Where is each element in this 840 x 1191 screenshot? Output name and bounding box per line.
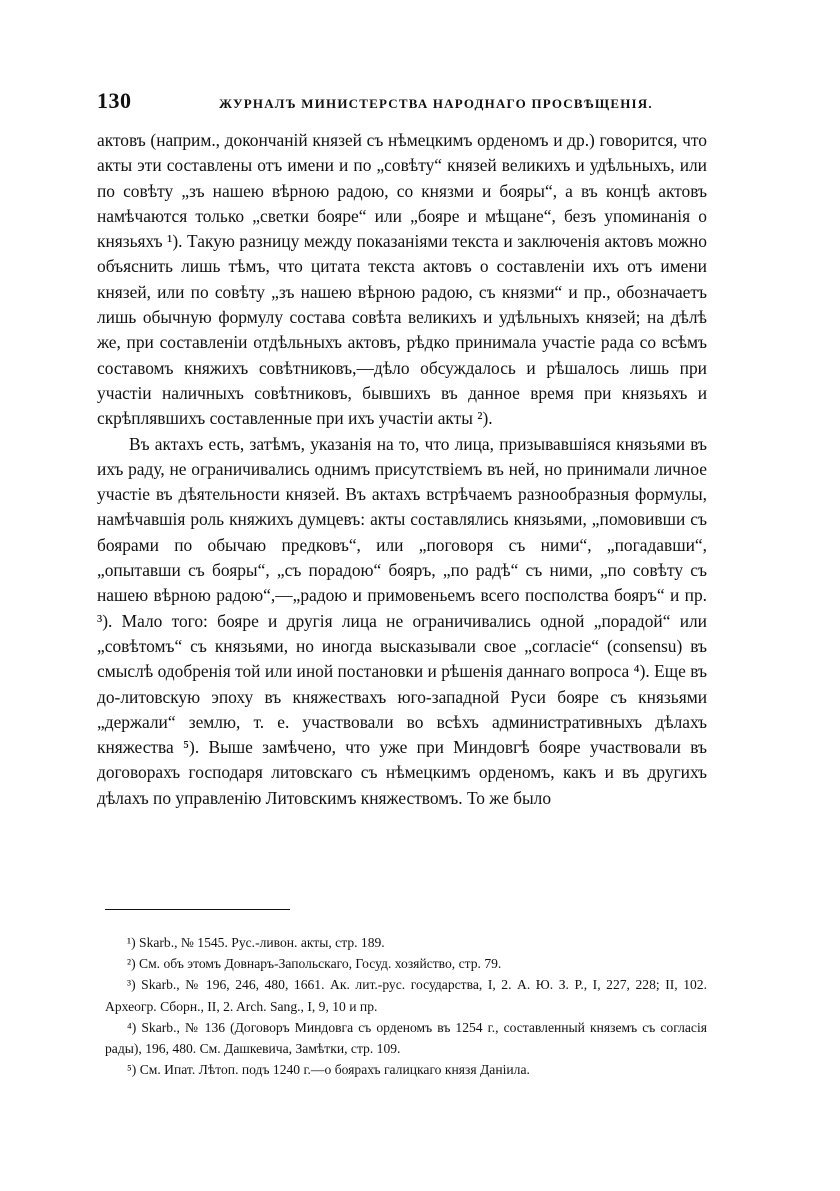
footnote: [105, 1017, 707, 1059]
page-number: 130: [97, 88, 132, 113]
body-text: [97, 128, 707, 811]
footnote-divider: [105, 909, 290, 910]
footnote: [105, 1059, 707, 1080]
footnote: [105, 974, 707, 1016]
paragraph: актовъ (наприм., докончаній князей съ нѣмецкимъ орденомъ и др.) говорится, что акты эти составлены отъ имени и по „совѣту“ князей великихъ и удѣльныхъ, или по совѣту „зъ нашею вѣрною радою, со князми и бояры“, а въ концѣ актовъ намѣчаются только „светки бояре“ или „бояре и мѣщане“, безъ упоминанія о князьяхъ ¹). Такую разницу между показаніями текста и заключенія актовъ можно объяснить лишь тѣмъ, что цитата текста актовъ о составленіи ихъ отъ имени князей, или по совѣту „зъ нашею вѣрною радою, съ князми“ и пр., обозначаетъ лишь обычную формулу состава совѣта великихъ и удѣльныхъ князей; на дѣлѣ же, при составленіи отдѣльныхъ актовъ, рѣдко принимала участіе рада со всѣмъ составомъ княжихъ совѣтниковъ,—дѣло обсуждалось и рѣшалось лишь при участіи наличныхъ совѣтниковъ, бывшихъ въ данное время при князьяхъ и скрѣплявшихъ составленные при ихъ участіи акты ²).: [97, 130, 707, 429]
footnote-mark: ³): [127, 977, 136, 993]
footnote-text: См. Ипат. Лѣтоп. подъ 1240 г.—о боярахъ галицкаго князя Даніила.: [139, 1062, 530, 1078]
footnote-text: См. объ этомъ Довнаръ-Запольскаго, Госуд. хозяйство, стр. 79.: [139, 956, 502, 972]
footnote-text: Skarb., № 136 (Договоръ Миндовга съ орденомъ въ 1254 г., составленный княземъ съ согласія рады), 196, 480. См. Дашкевича, Замѣтки, стр. 109.: [105, 1019, 707, 1057]
footnote-text: Skarb., № 1545. Рус.-ливон. акты, стр. 189.: [139, 935, 385, 950]
footnote: [105, 932, 707, 953]
journal-title: ЖУРНАЛЪ МИНИСТЕРСТВА НАРОДНАГО ПРОСВѢЩЕНІЯ.: [219, 96, 653, 111]
running-head: [97, 88, 705, 114]
footnotes: [105, 932, 707, 1080]
footnote-text: Skarb., № 196, 246, 480, 1661. Ак. лит.-рус. государства, I, 2. А. Ю. З. Р., I, 227, 228; II, 102. Археогр. Сборн., II, 2. Arch. Sang., I, 9, 10 и пр.: [105, 977, 708, 1014]
footnote-mark: ²): [127, 956, 136, 972]
footnote: [105, 953, 707, 974]
footnote-mark: ⁵): [127, 1062, 137, 1078]
paragraph: Въ актахъ есть, затѣмъ, указанія на то, что лица, призывавшіяся князьями въ ихъ раду, не ограничивались однимъ присутствіемъ въ ней, но принимали личное участіе въ дѣятельности князей. Въ актахъ встрѣчаемъ разнообразныя формулы, намѣчавшія роль княжихъ думцевъ: акты составлялись князьями, „помовивши съ боярами по обычаю предковъ“, или „поговоря съ ними“, „погадавши“, „опытавши съ бояры“, „съ порадою“ бояръ, „по радѣ“ съ ними, „по совѣту съ нашею вѣрною радою“,—„радою и примовеньемъ всего посполства бояръ“ и пр. ³). Мало того: бояре и другія лица не ограничивались одной „порадой“ или „совѣтомъ“ съ князьями, но иногда высказывали свое „согласіе“ (consensu) въ смыслѣ одобренія той или иной постановки и рѣшенія даннаго вопроса ⁴). Еще въ до-литовскую эпоху въ княжествахъ юго-западной Руси бояре съ князьями „держали“ землю, т. е. участвовали во всѣхъ административныхъ дѣлахъ княжества ⁵). Выше замѣчено, что уже при Миндовгѣ бояре участвовали въ договорахъ господаря литовскаго съ нѣмецкимъ орденомъ, какъ и въ другихъ дѣлахъ по управленію Литовскимъ княжествомъ. То же было: [97, 433, 707, 808]
footnote-mark: ⁴): [127, 1019, 137, 1035]
footnote-mark: ¹): [127, 935, 136, 950]
